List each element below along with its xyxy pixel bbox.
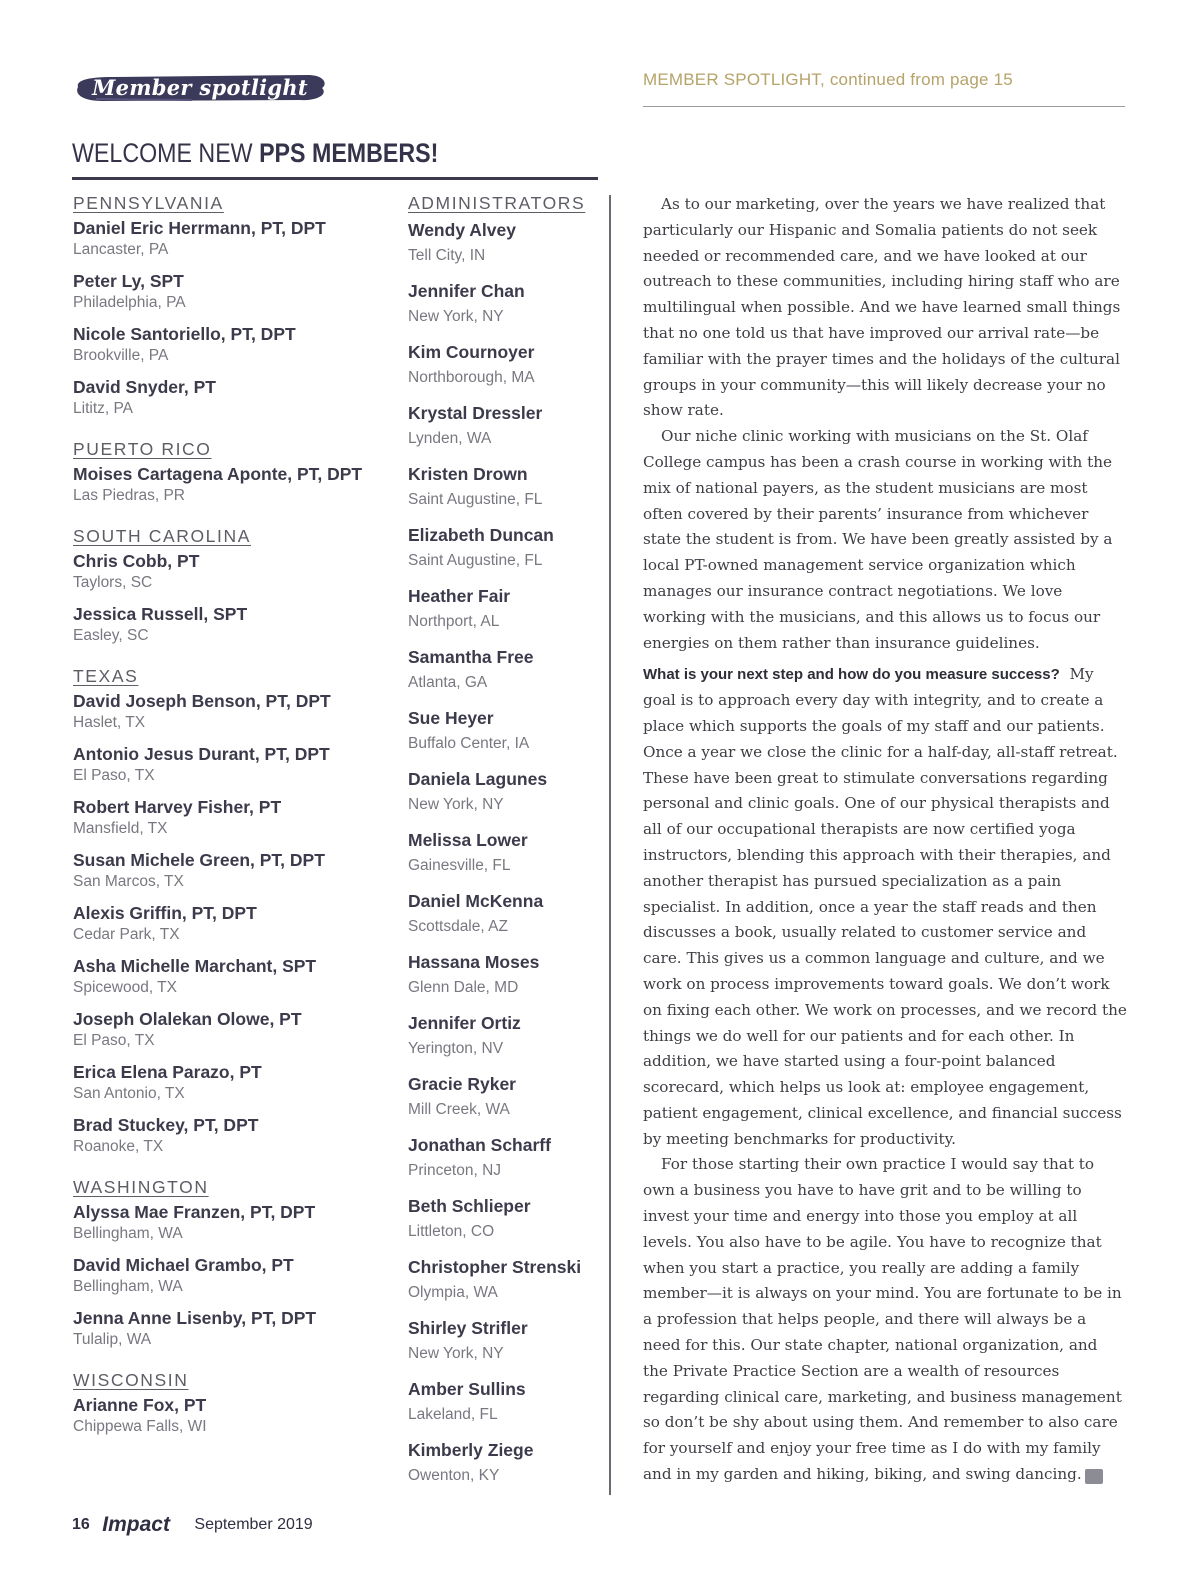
article-paragraph: As to our marketing, over the years we have realized that particularly our Hispanic and Somalia patients do not seek needed or recommended care, and we have looked at our outreach to these communities, including hiring staff who are multilingual when possible. And we have learned small things that no one told us that have improved our arrival rate—be familiar with the prayer times and the holidays of the cultural groups in your community—this will likely decrease your no show rate. — [643, 195, 1121, 420]
welcome-title-light: WELCOME NEW — [72, 138, 260, 168]
admin-name: Christopher Strenski — [408, 1257, 582, 1277]
member-entry — [73, 323, 373, 367]
admin-entry — [408, 1255, 603, 1306]
admin-entry — [408, 889, 603, 940]
admin-location: Tell City, IN — [408, 247, 486, 264]
state-heading: WASHINGTON — [73, 1177, 209, 1197]
admin-entry — [408, 340, 603, 391]
member-entry — [73, 796, 373, 840]
administrators-column — [408, 192, 603, 1499]
member-location: Easley, SC — [73, 627, 149, 644]
admin-location: New York, NY — [408, 308, 504, 325]
member-name: Susan Michele Green, PT, DPT — [73, 850, 325, 870]
state-heading: WISCONSIN — [73, 1370, 189, 1390]
admin-name: Samantha Free — [408, 647, 534, 667]
admin-entry — [408, 1316, 603, 1367]
member-entry — [73, 902, 373, 946]
member-entry — [73, 1008, 373, 1052]
admin-name: Kimberly Ziege — [408, 1440, 534, 1460]
member-name: David Michael Grambo, PT — [73, 1255, 294, 1275]
member-name: Alyssa Mae Franzen, PT, DPT — [73, 1202, 316, 1222]
member-name: Alexis Griffin, PT, DPT — [73, 903, 257, 923]
state-heading: TEXAS — [73, 666, 139, 686]
admin-location: Yerington, NV — [408, 1040, 504, 1057]
state-group — [73, 1369, 373, 1438]
end-mark-icon: I — [1085, 1469, 1103, 1484]
member-name: Joseph Olalekan Olowe, PT — [73, 1009, 302, 1029]
member-entry — [73, 1061, 373, 1105]
admin-location: Owenton, KY — [408, 1467, 500, 1484]
member-location: Lititz, PA — [73, 400, 134, 417]
admin-name: Hassana Moses — [408, 952, 540, 972]
admin-name: Jennifer Ortiz — [408, 1013, 521, 1033]
state-heading: PUERTO RICO — [73, 439, 212, 459]
member-name: Robert Harvey Fisher, PT — [73, 797, 282, 817]
administrators-heading: ADMINISTRATORS — [408, 193, 586, 213]
admin-name: Sue Heyer — [408, 708, 494, 728]
member-location: Roanoke, TX — [73, 1138, 164, 1155]
member-location: Philadelphia, PA — [73, 294, 186, 311]
state-group — [73, 525, 373, 647]
member-entry — [73, 1394, 373, 1438]
member-entry — [73, 550, 373, 594]
member-location: Brookville, PA — [73, 347, 169, 364]
column-divider — [609, 195, 611, 1495]
member-name: Moises Cartagena Aponte, PT, DPT — [73, 464, 363, 484]
admin-location: Saint Augustine, FL — [408, 552, 543, 569]
continued-note: MEMBER SPOTLIGHT, continued from page 15 — [643, 70, 1013, 89]
member-name: Antonio Jesus Durant, PT, DPT — [73, 744, 330, 764]
member-entry — [73, 603, 373, 647]
admin-location: Scottsdale, AZ — [408, 918, 508, 935]
admin-name: Jennifer Chan — [408, 281, 525, 301]
admin-location: Saint Augustine, FL — [408, 491, 543, 508]
member-location: Chippewa Falls, WI — [73, 1418, 207, 1435]
page-number: 16 — [72, 1516, 90, 1533]
member-location: Spicewood, TX — [73, 979, 177, 996]
member-name: Erica Elena Parazo, PT — [73, 1062, 262, 1082]
admin-entry — [408, 1377, 603, 1428]
state-group — [73, 192, 373, 420]
admin-name: Heather Fair — [408, 586, 511, 606]
article-body — [643, 192, 1127, 1488]
member-name: Jessica Russell, SPT — [73, 604, 248, 624]
admin-name: Daniela Lagunes — [408, 769, 548, 789]
page-footer — [72, 1513, 313, 1541]
admin-entry — [408, 523, 603, 574]
issue-date: September 2019 — [194, 1516, 313, 1533]
state-group — [73, 1176, 373, 1351]
article-question-paragraph — [643, 662, 1127, 1152]
answer-text: My goal is to approach every day with integrity, and to create a place which supports the goals of my staff and our patients. Once a year we close the clinic for a half-day, all-staff retreat. These have been great to stimulate conversations regarding personal and clinic goals. One of our physical therapists and all of our occupational therapists are now certified yoga instructors, blending this approach with their therapies, and another therapist has pursued specialization as a pain specialist. In addition, once a year the staff reads and then discusses a book, usually related to customer service and care. This gives us a common language and culture, and we work on process improvements toward goals. We don’t work on fixing each other. We work on processes, and we record the things we do well for our patients and for each other. In addition, we have started using a four-point balanced scorecard, which helps us look at: employee engagement, patient engagement, clinical excellence, and financial success by meeting benchmarks for productivity. — [643, 665, 1127, 1148]
admin-location: Mill Creek, WA — [408, 1101, 510, 1118]
member-name: Arianne Fox, PT — [73, 1395, 207, 1415]
admin-entry — [408, 218, 603, 269]
member-name: Peter Ly, SPT — [73, 271, 184, 291]
state-heading: SOUTH CAROLINA — [73, 526, 251, 546]
member-name: Chris Cobb, PT — [73, 551, 200, 571]
admin-location: Buffalo Center, IA — [408, 735, 530, 752]
state-group — [73, 665, 373, 1158]
state-members-column — [73, 192, 373, 1456]
member-name: Jenna Anne Lisenby, PT, DPT — [73, 1308, 317, 1328]
admin-name: Melissa Lower — [408, 830, 528, 850]
admin-location: Olympia, WA — [408, 1284, 498, 1301]
admin-entry — [408, 1438, 603, 1489]
admin-name: Beth Schlieper — [408, 1196, 531, 1216]
admin-location: New York, NY — [408, 796, 504, 813]
member-location: Bellingham, WA — [73, 1225, 183, 1242]
member-location: Lancaster, PA — [73, 241, 169, 258]
admin-entry — [408, 584, 603, 635]
admin-entry — [408, 950, 603, 1001]
member-location: San Marcos, TX — [73, 873, 184, 890]
admin-entry — [408, 462, 603, 513]
member-name: Daniel Eric Herrmann, PT, DPT — [73, 218, 326, 238]
admin-entry — [408, 1194, 603, 1245]
article-paragraph — [643, 1152, 1127, 1487]
admin-location: Gainesville, FL — [408, 857, 511, 874]
member-location: San Antonio, TX — [73, 1085, 185, 1102]
admin-name: Krystal Dressler — [408, 403, 543, 423]
member-location: Mansfield, TX — [73, 820, 168, 837]
admin-name: Wendy Alvey — [408, 220, 516, 240]
admin-entry — [408, 279, 603, 330]
admin-entry — [408, 1133, 603, 1184]
member-entry — [73, 1114, 373, 1158]
member-name: Brad Stuckey, PT, DPT — [73, 1115, 259, 1135]
admin-location: Lakeland, FL — [408, 1406, 498, 1423]
welcome-title-bold: PPS MEMBERS! — [259, 138, 439, 168]
admin-entry — [408, 645, 603, 696]
closing-text: For those starting their own practice I would say that to own a business you have to have grit and to be willing to invest your time and energy into those you employ at all levels. You also have to be agile. You have to recognize that when you start a practice, you really are adding a family member—it is always on your mind. You are fortunate to be in a profession that helps people, and there will always be a need for this. Our state chapter, national organization, and the Private Practice Section are a wealth of resources regarding clinical care, marketing, and business management so don’t be shy about using them. And remember to also care for yourself and enjoy your free time as I do with my family and in my garden and hiking, biking, and swing dancing. — [643, 1155, 1122, 1484]
admin-location: Glenn Dale, MD — [408, 979, 519, 996]
member-name: David Joseph Benson, PT, DPT — [73, 691, 331, 711]
member-name: Nicole Santoriello, PT, DPT — [73, 324, 296, 344]
member-entry — [73, 849, 373, 893]
member-entry — [73, 376, 373, 420]
admin-name: Amber Sullins — [408, 1379, 526, 1399]
admin-location: Princeton, NJ — [408, 1162, 502, 1179]
member-location: Tulalip, WA — [73, 1331, 152, 1348]
admin-entry — [408, 828, 603, 879]
member-entry — [73, 1307, 373, 1351]
admin-name: Kim Cournoyer — [408, 342, 535, 362]
admin-location: Northborough, MA — [408, 369, 535, 386]
admin-location: New York, NY — [408, 1345, 504, 1362]
admin-location: Atlanta, GA — [408, 674, 488, 691]
admin-entry — [408, 767, 603, 818]
member-entry — [73, 955, 373, 999]
member-entry — [73, 463, 373, 507]
admin-name: Shirley Strifler — [408, 1318, 528, 1338]
member-location: El Paso, TX — [73, 1032, 155, 1049]
admin-location: Northport, AL — [408, 613, 500, 630]
admin-entry — [408, 706, 603, 757]
member-location: Haslet, TX — [73, 714, 146, 731]
member-location: Cedar Park, TX — [73, 926, 180, 943]
article-paragraph: Our niche clinic working with musicians on the St. Olaf College campus has been a crash course in working with the mix of national payers, as the student musicians are most often covered by their parents’ insurance from whichever state the student is from. We have been greatly assisted by a local PT-owned management service organization which manages our insurance contract negotiations. We love working with the musicians, and this allows us to focus our energies on them rather than insurance guidelines. — [643, 427, 1113, 652]
admin-name: Elizabeth Duncan — [408, 525, 554, 545]
admin-entry — [408, 1072, 603, 1123]
member-name: David Snyder, PT — [73, 377, 216, 397]
title-divider — [72, 177, 598, 180]
member-spotlight-banner — [72, 72, 328, 104]
admin-entry — [408, 401, 603, 452]
member-entry — [73, 270, 373, 314]
question-label: What is your next step and how do you measure success? — [643, 666, 1060, 684]
member-name: Asha Michelle Marchant, SPT — [73, 956, 317, 976]
admin-location: Lynden, WA — [408, 430, 492, 447]
member-location: El Paso, TX — [73, 767, 155, 784]
member-entry — [73, 1201, 373, 1245]
welcome-title — [72, 138, 438, 169]
member-entry — [73, 217, 373, 261]
admin-location: Littleton, CO — [408, 1223, 495, 1240]
member-location: Bellingham, WA — [73, 1278, 183, 1295]
member-location: Taylors, SC — [73, 574, 153, 591]
continued-divider — [643, 106, 1125, 107]
member-entry — [73, 1254, 373, 1298]
admin-name: Jonathan Scharff — [408, 1135, 551, 1155]
admin-name: Daniel McKenna — [408, 891, 544, 911]
banner-label: Member spotlight — [92, 75, 308, 100]
magazine-logo: Impact — [102, 1513, 170, 1536]
member-entry — [73, 690, 373, 734]
state-heading: PENNSYLVANIA — [73, 193, 224, 213]
member-location: Las Piedras, PR — [73, 487, 185, 504]
admin-name: Gracie Ryker — [408, 1074, 516, 1094]
state-group — [73, 438, 373, 507]
admin-name: Kristen Drown — [408, 464, 528, 484]
admin-entry — [408, 1011, 603, 1062]
member-entry — [73, 743, 373, 787]
